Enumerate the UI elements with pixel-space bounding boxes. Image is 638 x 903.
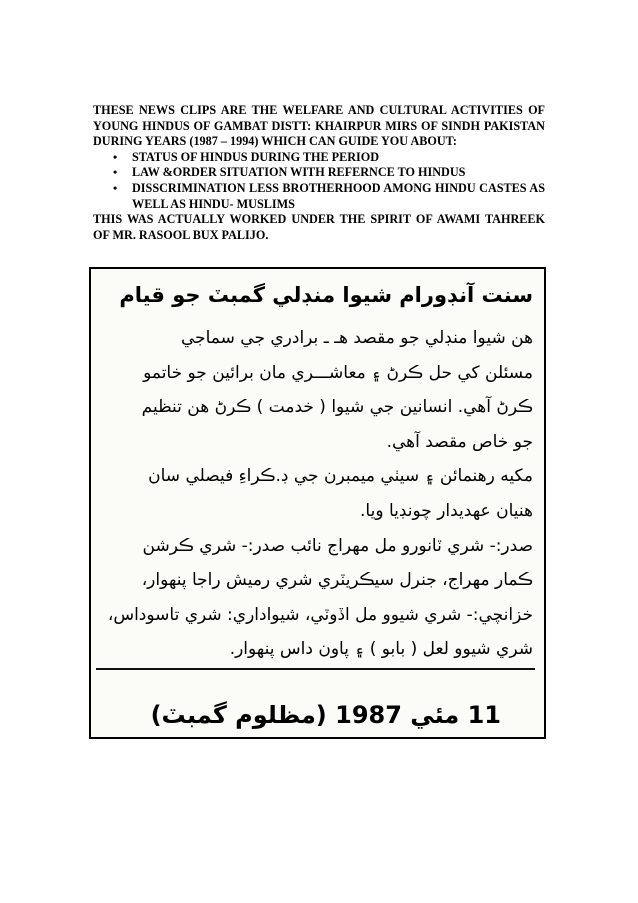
intro-closing: THIS WAS ACTUALLY WORKED UNDER THE SPIRIT OF AWAMI TAHREEK OF MR. RASOOL BUX PALIJO. <box>93 212 545 242</box>
intro-paragraph: THESE NEWS CLIPS ARE THE WELFARE AND CULTURAL ACTIVITIES OF YOUNG HINDUS OF GAMBAT DISTT: KHAIRPUR MIRS OF SINDH PAKISTAN DURING YEARS (1987 – 1994) WHICH CAN GUIDE YOU ABOUT: <box>93 103 545 149</box>
clipping-line: مسئلن کي حل ڪرڻ ۽ معاشـــري مان برائين جو خاتمو <box>143 362 533 383</box>
intro-text <box>93 103 545 243</box>
intro-bullet-item <box>113 180 545 212</box>
clipping-line: ڪرڻ آهي. انسانين جي شيوا ( خدمت ) ڪرڻ هن تنظيم <box>141 397 533 418</box>
bullet-icon: • <box>113 180 118 195</box>
intro-bullet-item <box>113 149 545 166</box>
intro-bullet-item <box>113 165 545 181</box>
bullet-text: DISSCRIMINATION LESS BROTHERHOOD AMONG HINDU CASTES AS WELL AS HINDU- MUSLIMS <box>132 180 545 211</box>
clipping-divider <box>96 668 535 670</box>
news-clipping <box>89 267 546 739</box>
clipping-line: جو خاص مقصد آهي. <box>386 431 533 452</box>
clipping-dateline: 11 مئي 1987 (مظلوم گمبٽ) <box>150 701 501 729</box>
bullet-icon: • <box>113 165 118 180</box>
clipping-body <box>96 275 539 734</box>
clipping-line: هن شيوا منڊلي جو مقصد هـ ـ برادري جي سماجي <box>180 328 533 348</box>
clipping-line: خزانچي:- شري شيوو مل اڏوٽي، شيواداري: شري تاسوداس، <box>107 604 533 625</box>
bullet-icon: • <box>113 149 118 164</box>
bullet-text: LAW &ORDER SITUATION WITH REFERNCE TO HINDUS <box>132 165 466 180</box>
intro-bullet-list <box>93 150 545 212</box>
clipping-line: ڪمار مهراج، جنرل سيڪريٽري شري رميش راجا پنهوار، <box>141 570 533 591</box>
clipping-line: صدر:- شري ٽانورو مل مهراج نائب صدر:- شري ڪرشن <box>142 535 533 556</box>
clipping-line: هنيان عهديدار چونڊيا ويا. <box>360 500 533 521</box>
clipping-headline: سنت آنڊورام شيوا منڊلي گمبٽ جو قيام <box>119 283 533 307</box>
clipping-line: شري شيوو لعل ( بابو ) ۽ پاون داس پنهوار. <box>229 639 533 660</box>
clipping-line: مکيه رهنمائن ۽ سيٺي ميمبرن جي ڊ.ڪراءِ فيصلي سان <box>148 466 533 487</box>
bullet-text: STATUS OF HINDUS DURING THE PERIOD <box>132 149 380 164</box>
